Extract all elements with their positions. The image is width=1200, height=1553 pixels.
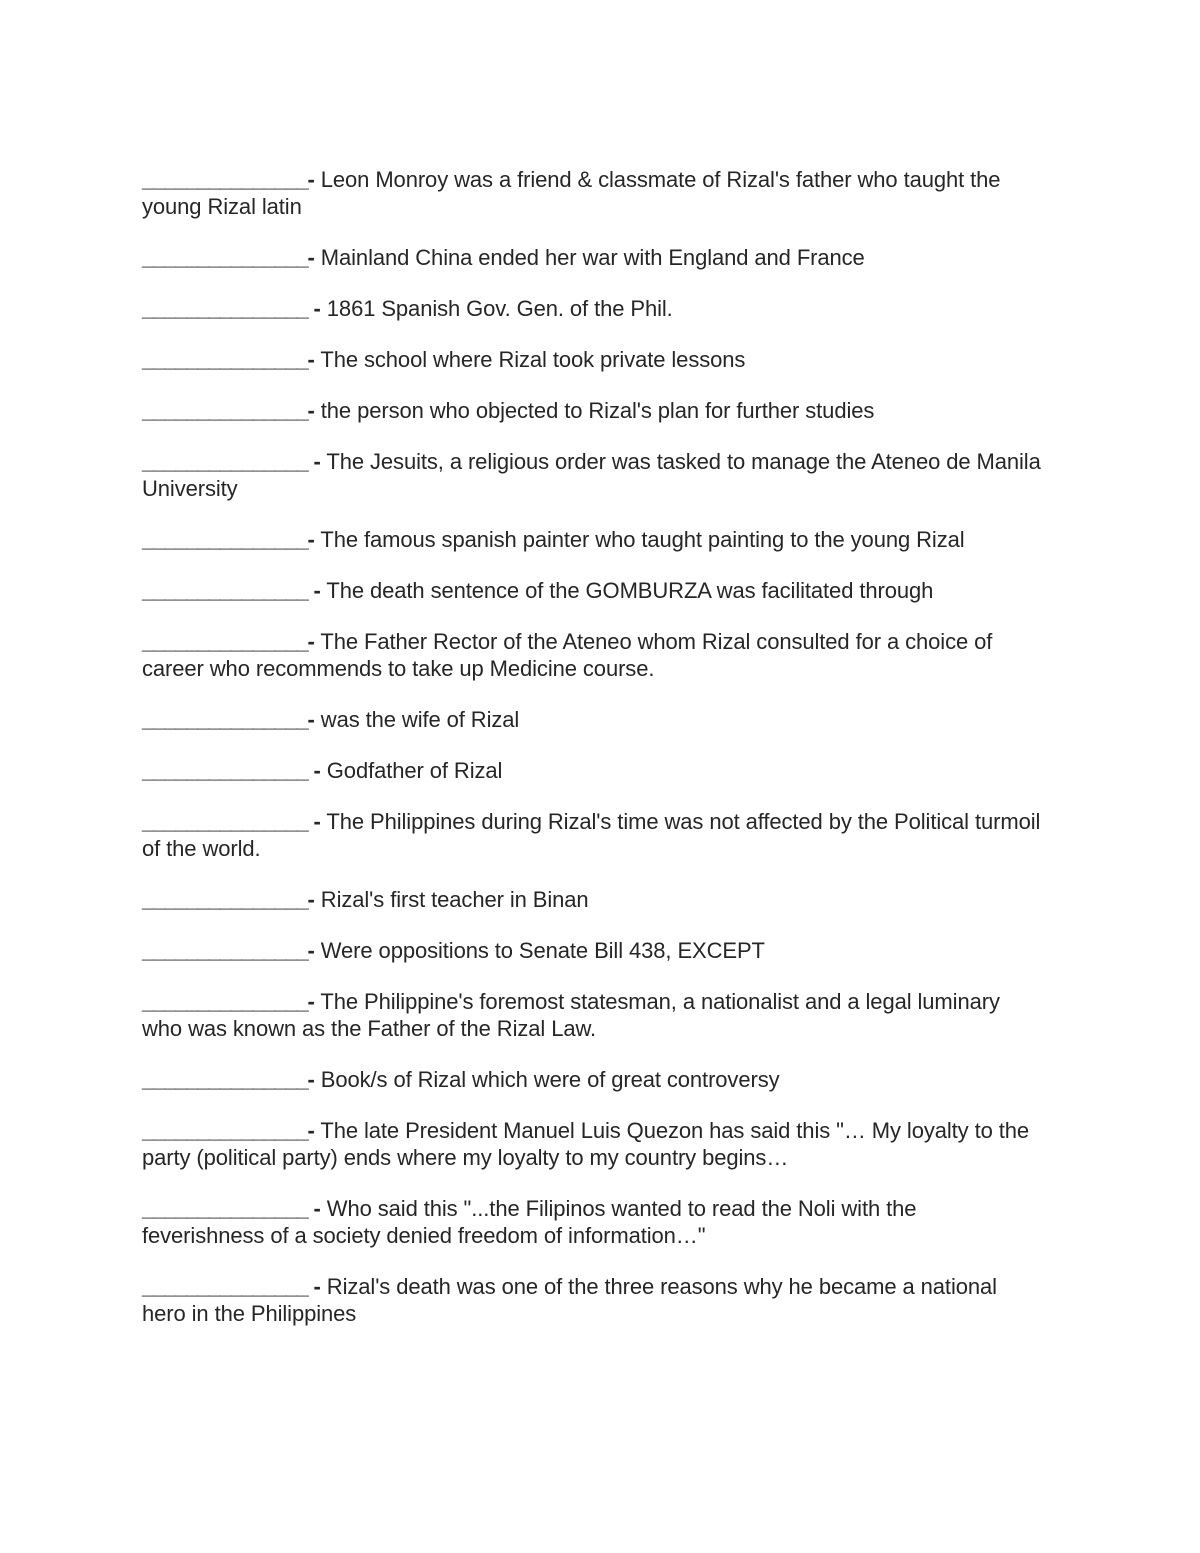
question-text: Rizal's death was one of the three reasons why he became a national hero in the Philippines	[142, 1274, 997, 1326]
question-text: Rizal's first teacher in Binan	[314, 887, 589, 912]
question-text: The Philippine's foremost statesman, a nationalist and a legal luminary who was known as the Father of the Rizal Law.	[142, 989, 1000, 1041]
separator: -	[307, 707, 315, 732]
answer-blank: _______________	[142, 989, 308, 1014]
question-item	[142, 706, 1042, 733]
question-item	[142, 886, 1042, 913]
question-item	[142, 937, 1042, 964]
worksheet	[142, 166, 1042, 1351]
question-item	[142, 448, 1042, 502]
answer-blank: _______________	[142, 887, 308, 912]
question-text: 1861 Spanish Gov. Gen. of the Phil.	[320, 296, 673, 321]
answer-blank: _______________	[142, 449, 308, 474]
question-item	[142, 526, 1042, 553]
answer-blank: _______________	[142, 1067, 308, 1092]
separator: -	[307, 938, 315, 963]
separator: -	[307, 296, 321, 321]
question-item	[142, 577, 1042, 604]
answer-blank: _______________	[142, 167, 308, 192]
separator: -	[307, 167, 315, 192]
separator: -	[307, 449, 321, 474]
answer-blank: _______________	[142, 758, 308, 783]
answer-blank: _______________	[142, 938, 308, 963]
question-text: The death sentence of the GOMBURZA was facilitated through	[320, 578, 934, 603]
separator: -	[307, 989, 315, 1014]
question-text: The Father Rector of the Ateneo whom Rizal consulted for a choice of career who recommends to take up Medicine course.	[142, 629, 993, 681]
question-text: Godfather of Rizal	[320, 758, 503, 783]
separator: -	[307, 629, 315, 654]
question-item	[142, 1195, 1042, 1249]
question-text: The Jesuits, a religious order was tasked to manage the Ateneo de Manila University	[142, 449, 1041, 501]
separator: -	[307, 578, 321, 603]
question-text: Leon Monroy was a friend & classmate of Rizal's father who taught the young Rizal latin	[142, 167, 1001, 219]
question-text: The late President Manuel Luis Quezon has said this "… My loyalty to the party (political party) ends where my loyalty to my country begins…	[142, 1118, 1030, 1170]
question-item	[142, 295, 1042, 322]
question-text: Mainland China ended her war with England and France	[314, 245, 865, 270]
question-item	[142, 628, 1042, 682]
separator: -	[307, 1067, 315, 1092]
separator: -	[307, 527, 315, 552]
question-item	[142, 808, 1042, 862]
question-text: Were oppositions to Senate Bill 438, EXCEPT	[314, 938, 765, 963]
answer-blank: _______________	[142, 1196, 308, 1221]
answer-blank: _______________	[142, 527, 308, 552]
question-item	[142, 1117, 1042, 1171]
answer-blank: _______________	[142, 629, 308, 654]
answer-blank: _______________	[142, 1274, 308, 1299]
separator: -	[307, 1118, 315, 1143]
question-item	[142, 1066, 1042, 1093]
answer-blank: _______________	[142, 707, 308, 732]
question-item	[142, 1273, 1042, 1327]
answer-blank: _______________	[142, 398, 308, 423]
separator: -	[307, 1274, 321, 1299]
answer-blank: _______________	[142, 809, 308, 834]
question-text: the person who objected to Rizal's plan for further studies	[314, 398, 875, 423]
question-item	[142, 988, 1042, 1042]
question-text: The school where Rizal took private lessons	[314, 347, 746, 372]
question-text: The famous spanish painter who taught painting to the young Rizal	[314, 527, 965, 552]
separator: -	[307, 398, 315, 423]
question-item	[142, 397, 1042, 424]
question-text: Who said this "...the Filipinos wanted to read the Noli with the feverishness of a society denied freedom of information…"	[142, 1196, 917, 1248]
answer-blank: _______________	[142, 1118, 308, 1143]
separator: -	[307, 887, 315, 912]
separator: -	[307, 245, 315, 270]
answer-blank: _______________	[142, 245, 308, 270]
separator: -	[307, 347, 315, 372]
question-text: Book/s of Rizal which were of great controversy	[314, 1067, 780, 1092]
separator: -	[307, 758, 321, 783]
separator: -	[307, 1196, 321, 1221]
answer-blank: _______________	[142, 296, 308, 321]
question-item	[142, 166, 1042, 220]
answer-blank: _______________	[142, 347, 308, 372]
question-item	[142, 244, 1042, 271]
question-item	[142, 346, 1042, 373]
question-text: The Philippines during Rizal's time was not affected by the Political turmoil of the world.	[142, 809, 1041, 861]
answer-blank: _______________	[142, 578, 308, 603]
separator: -	[307, 809, 321, 834]
question-text: was the wife of Rizal	[314, 707, 520, 732]
question-item	[142, 757, 1042, 784]
